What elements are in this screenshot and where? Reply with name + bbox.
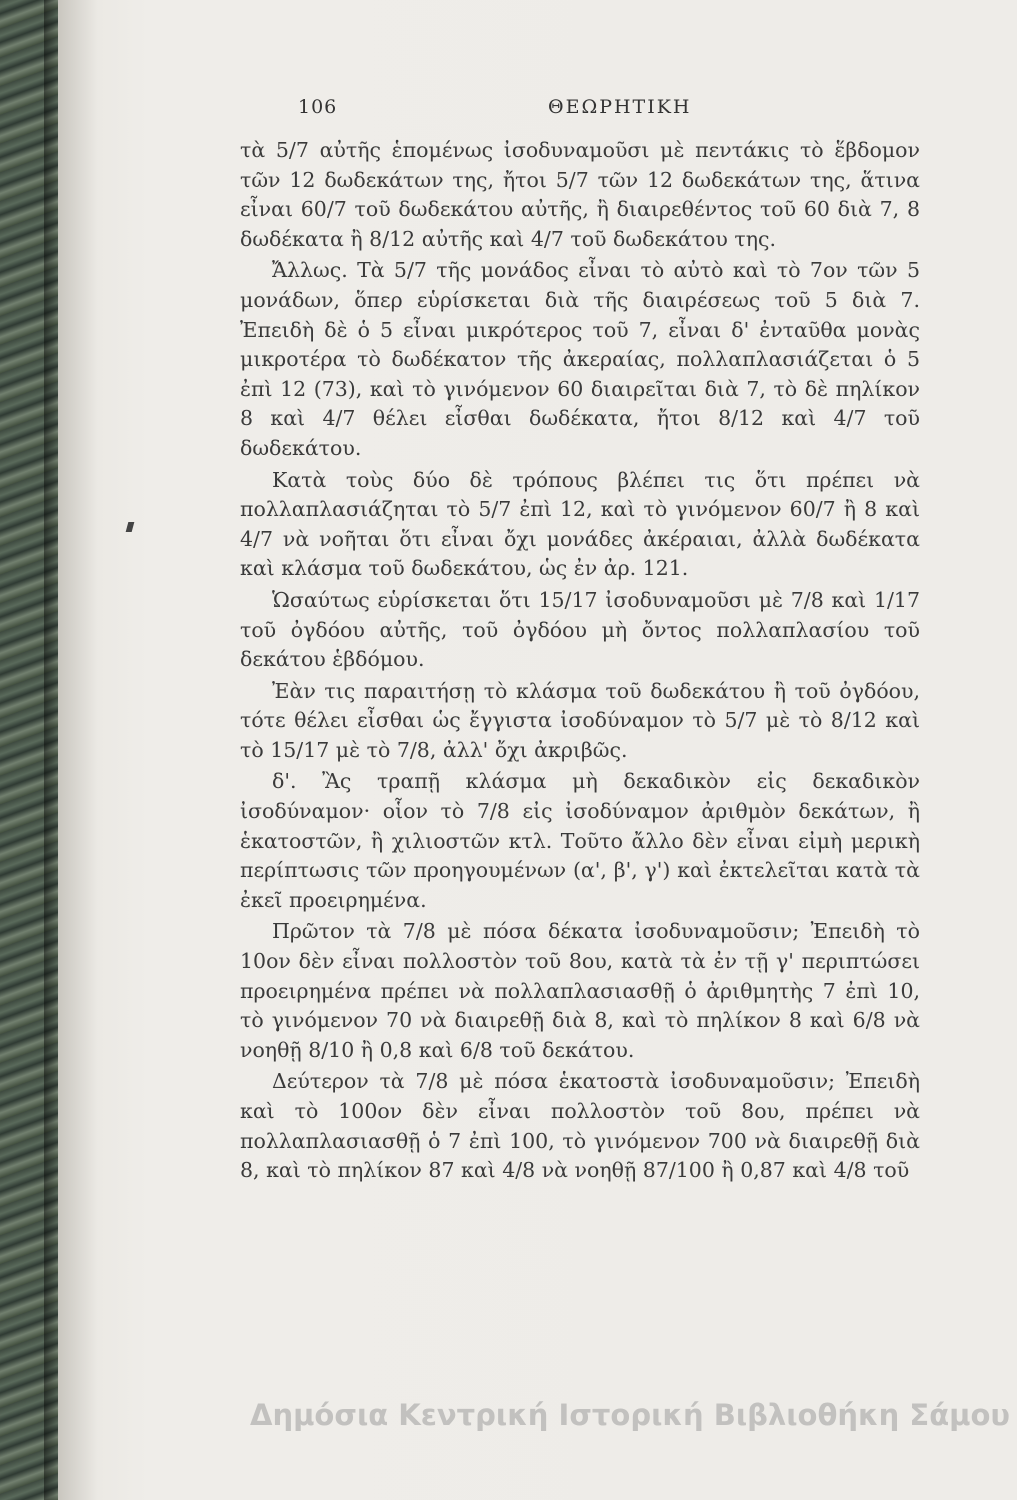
paragraph: δ'. Ἂς τραπῇ κλάσμα μὴ δεκαδικὸν εἰς δεκαδικὸν ἰσοδύναμον· οἷον τὸ 7/8 εἰς ἰσοδύναμον ἀριθμὸν δεκάτων, ἢ ἑκατοστῶν, ἢ χιλιοστῶν κτλ. Τοῦτο ἄλλο δὲν εἶναι εἰμὴ μερικὴ περίπτωσις τῶν προηγουμένων (α', β', γ') καὶ ἐκτελεῖται κατὰ τὰ ἐκεῖ προειρημένα. <box>240 769 920 912</box>
page-body <box>240 136 920 1386</box>
paragraph: Δεύτερον τὰ 7/8 μὲ πόσα ἑκατοστὰ ἰσοδυναμοῦσιν; Ἐπειδὴ καὶ τὸ 100ον δὲν εἶναι πολλοστὸν τοῦ 8ου, πρέπει νὰ πολλαπλασιασθῇ ὁ 7 ἐπὶ 100, τὸ γινόμενον 700 νὰ διαιρεθῇ διὰ 8, καὶ τὸ πηλίκον 87 καὶ 4/8 νὰ νοηθῇ 87/100 ἢ 0,87 καὶ 4/8 τοῦ <box>240 1069 920 1183</box>
running-title: ΘΕΩΡΗΤΙΚΗ <box>548 96 692 118</box>
library-watermark: Δημόσια Κεντρική Ιστορική Βιβλιοθήκη Σάμου <box>250 1398 1010 1432</box>
book-binding <box>0 0 58 1500</box>
page-number: 106 <box>298 96 338 118</box>
paragraph: Ἄλλως. Τὰ 5/7 τῆς μονάδος εἶναι τὸ αὐτὸ καὶ τὸ 7ον τῶν 5 μονάδων, ὅπερ εὑρίσκεται διὰ τῆς διαιρέσεως τοῦ 5 διὰ 7. Ἐπειδὴ δὲ ὁ 5 εἶναι μικρότερος τοῦ 7, εἶναι δ' ἐνταῦθα μονὰς μικροτέρα τὸ δωδέκατον τῆς ἀκεραίας, πολλαπλασιάζεται ὁ 5 ἐπὶ 12 (73), καὶ τὸ γινόμενον 60 διαιρεῖται διὰ 7, τὸ δὲ πηλίκον 8 καὶ 4/7 θέλει εἶσθαι δωδέκατα, ἤτοι 8/12 καὶ 4/7 τοῦ δωδεκάτου. <box>240 258 920 460</box>
paragraph: Πρῶτον τὰ 7/8 μὲ πόσα δέκατα ἰσοδυναμοῦσιν; Ἐπειδὴ τὸ 10ον δὲν εἶναι πολλοστὸν τοῦ 8ου, κατὰ τὰ ἐν τῇ γ' περιπτώσει προειρημένα πρέπει νὰ πολλαπλασιασθῇ ὁ ἀριθμητὴς 7 ἐπὶ 10, τὸ γινόμενον 70 νὰ διαιρεθῇ διὰ 8, καὶ τὸ πηλίκον 8 καὶ 6/8 νὰ νοηθῇ 8/10 ἢ 0,8 καὶ 6/8 τοῦ δεκάτου. <box>240 919 920 1062</box>
paragraph: Κατὰ τοὺς δύο δὲ τρόπους βλέπει τις ὅτι πρέπει νὰ πολλαπλασιάζηται τὸ 5/7 ἐπὶ 12, καὶ τὸ γινόμενον 60/7 ἢ 8 καὶ 4/7 νὰ νοῆται ὅτι εἶναι ὄχι μονάδες ἀκέραιαι, ἀλλὰ δωδέκατα καὶ κλάσμα τοῦ δωδεκάτου, ὡς ἐν ἀρ. 121. <box>240 467 920 581</box>
paragraph: Ὡσαύτως εὑρίσκεται ὅτι 15/17 ἰσοδυναμοῦσι μὲ 7/8 καὶ 1/17 τοῦ ὀγδόου αὐτῆς, τοῦ ὀγδόου μὴ ὄντος πολλαπλασίου τοῦ δεκάτου ἑβδόμου. <box>240 587 920 672</box>
paragraph: τὰ 5/7 αὐτῆς ἑπομένως ἰσοδυναμοῦσι μὲ πεντάκις τὸ ἕβδομον τῶν 12 δωδεκάτων της, ἤτοι 5/7 τῶν 12 δωδεκάτων της, ἅτινα εἶναι 60/7 τοῦ δωδεκάτου αὐτῆς, ἢ διαιρεθέντος τοῦ 60 διὰ 7, 8 δωδέκατα ἢ 8/12 αὐτῆς καὶ 4/7 τοῦ δωδεκάτου της. <box>240 138 920 251</box>
paragraph: Ἐὰν τις παραιτήσῃ τὸ κλάσμα τοῦ δωδεκάτου ἢ τοῦ ὀγδόου, τότε θέλει εἶσθαι ὡς ἔγγιστα ἰσοδύναμον τὸ 5/7 μὲ τὸ 8/12 καὶ τὸ 15/17 μὲ τὸ 7/8, ἀλλ' ὄχι ἀκριβῶς. <box>240 678 920 762</box>
page-header <box>298 96 978 126</box>
